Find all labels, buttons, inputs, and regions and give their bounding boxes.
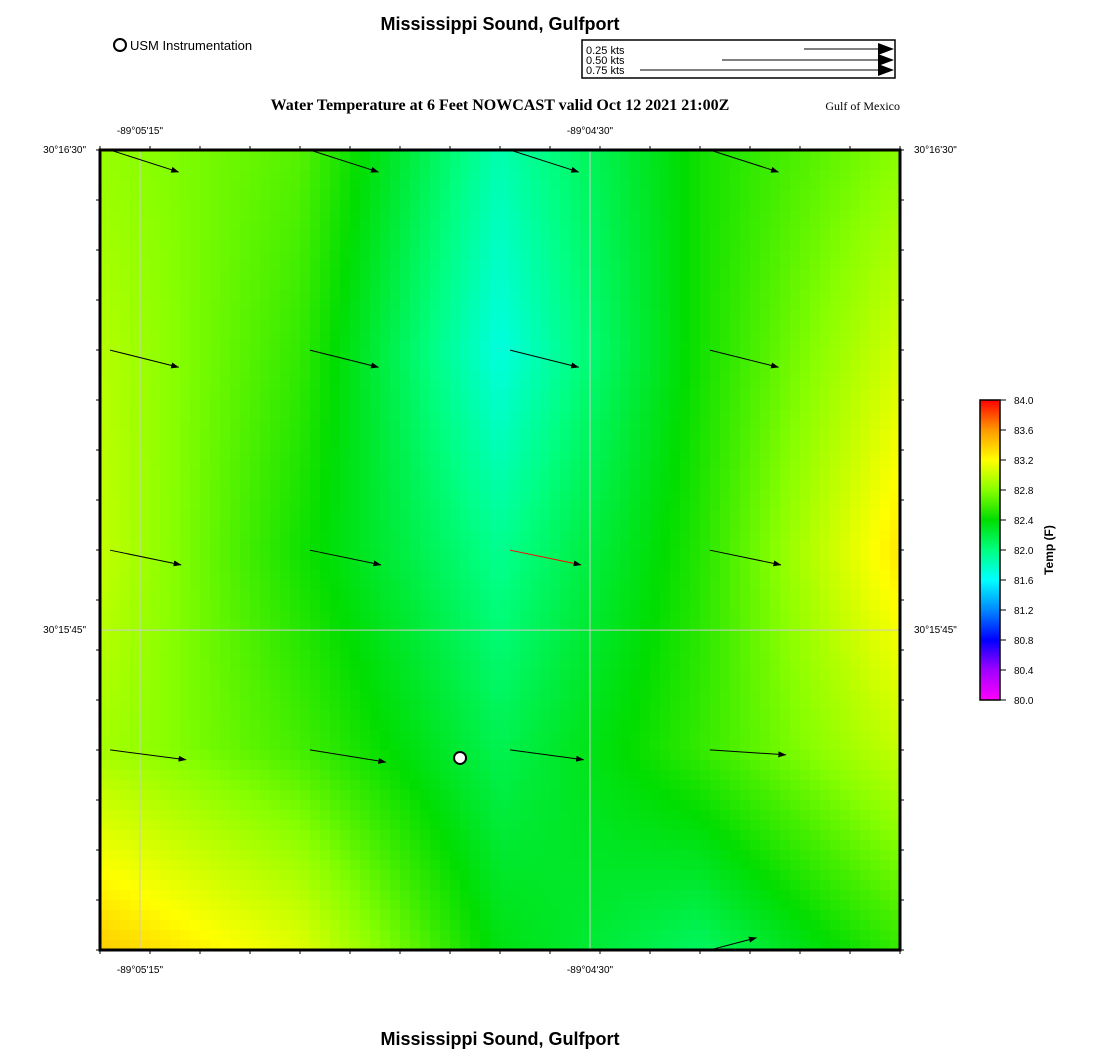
colorbar-tick-label: 83.6	[1014, 426, 1034, 437]
lon-label-bottom-1: -89°05'15"	[116, 965, 164, 976]
vector-legend-label-2: 0.50 kts	[586, 55, 625, 67]
lat-label-right-2: 30°15'45"	[914, 625, 957, 637]
vector-legend-label-3: 0.75 kts	[586, 65, 625, 77]
colorbar	[980, 396, 1056, 707]
colorbar-gradient	[980, 400, 1000, 700]
colorbar-tick-label: 81.2	[1014, 606, 1034, 617]
region-label: Gulf of Mexico	[825, 99, 900, 113]
station-marker[interactable]	[454, 752, 466, 764]
footer-title: Mississippi Sound, Gulfport	[380, 1029, 620, 1049]
colorbar-tick-label: 84.0	[1014, 396, 1034, 407]
colorbar-tick-label: 80.0	[1014, 696, 1034, 707]
colorbar-tick-label: 80.8	[1014, 636, 1034, 647]
colorbar-title: Temp (F)	[1042, 525, 1056, 575]
open-circle-icon	[114, 39, 126, 51]
map-area	[100, 150, 901, 951]
temperature-field	[100, 150, 901, 951]
lon-label-top-2: -89°04'30"	[566, 126, 614, 137]
colorbar-tick-label: 81.6	[1014, 576, 1034, 587]
colorbar-tick-label: 82.0	[1014, 546, 1034, 557]
lat-label-left-2: 30°15'45"	[43, 625, 86, 637]
station-legend-label: USM Instrumentation	[130, 38, 253, 53]
colorbar-tick-label: 83.2	[1014, 456, 1034, 467]
lon-label-top-1: -89°05'15"	[116, 126, 164, 137]
lat-label-left-1: 30°16'30"	[43, 145, 86, 156]
lon-label-bottom-2: -89°04'30"	[566, 965, 614, 976]
lat-label-right-1: 30°16'30"	[914, 145, 957, 156]
vector-legend-label-1: 0.25 kts	[586, 45, 625, 57]
colorbar-tick-label: 82.8	[1014, 486, 1034, 497]
vector-legend	[582, 40, 895, 78]
map-subtitle: Water Temperature at 6 Feet NOWCAST valid Oct 12 2021 21:00Z	[270, 97, 730, 114]
colorbar-tick-label: 80.4	[1014, 666, 1034, 677]
colorbar-ticks	[1000, 396, 1034, 707]
map-title: Mississippi Sound, Gulfport	[380, 14, 620, 34]
colorbar-tick-label: 82.4	[1014, 516, 1034, 527]
